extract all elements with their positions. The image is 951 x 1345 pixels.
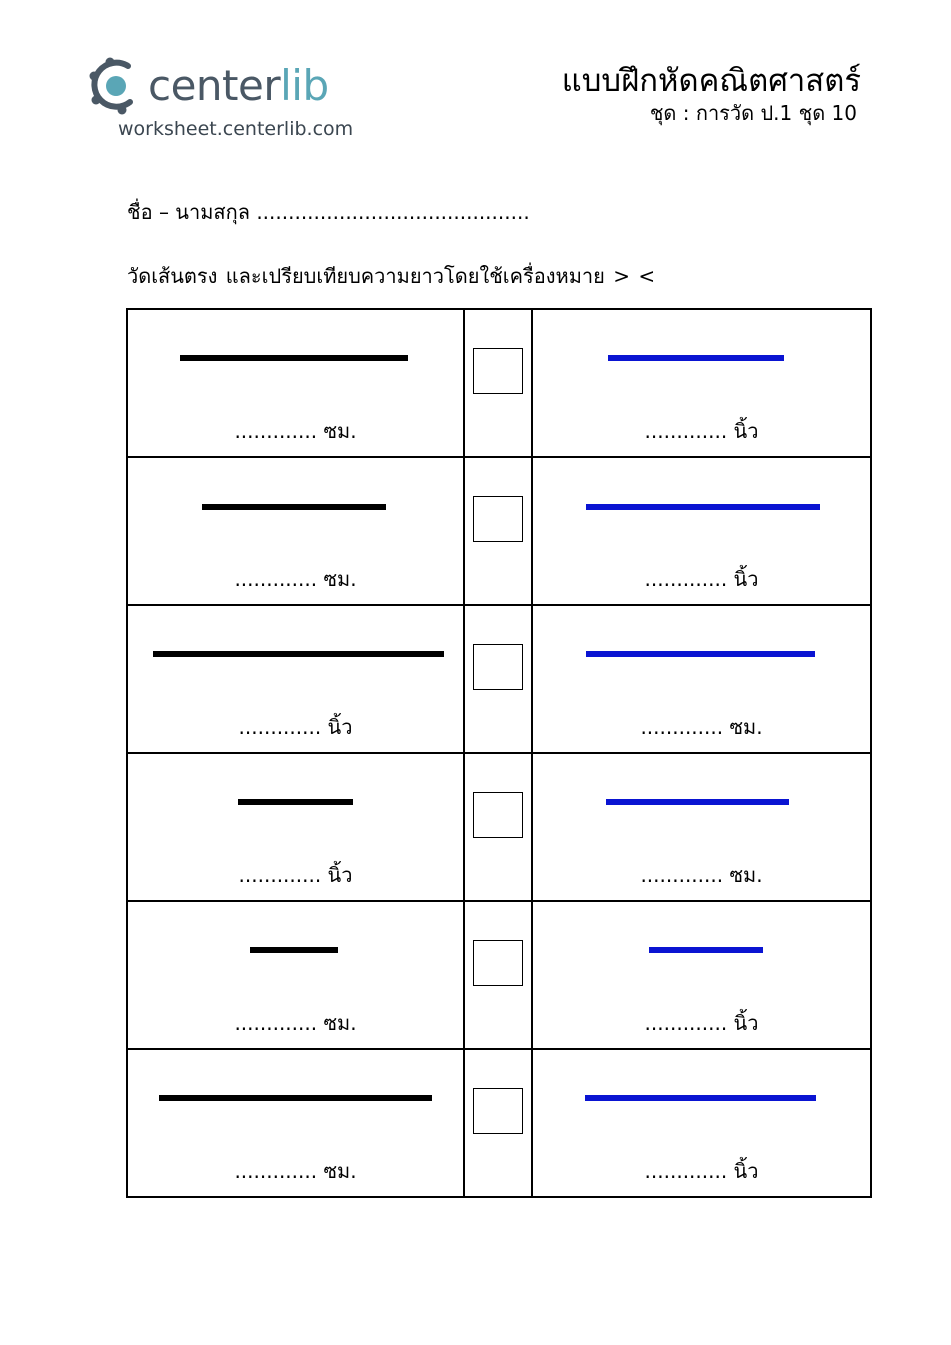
right-line (586, 504, 820, 510)
left-answer-blank[interactable]: ............. ซม. (234, 567, 357, 591)
page-subtitle: ชุด : การวัด ป.1 ชุด 10 (649, 101, 857, 125)
left-line (180, 355, 408, 361)
left-line (159, 1095, 432, 1101)
right-answer-blank[interactable]: ............. ซม. (640, 715, 763, 739)
table-row (127, 753, 871, 901)
logo-wordmark: centerlib (148, 61, 329, 110)
compare-box[interactable] (473, 792, 523, 838)
right-cell (532, 901, 871, 1049)
right-answer-blank[interactable]: ............. นิ้ว (644, 567, 759, 591)
table-row (127, 1049, 871, 1197)
right-cell (532, 309, 871, 457)
left-cell (127, 457, 464, 605)
table-row (127, 901, 871, 1049)
left-cell (127, 309, 464, 457)
student-name-field[interactable]: ชื่อ – นามสกุล ........................................... (127, 200, 530, 224)
right-cell (532, 753, 871, 901)
left-line (250, 947, 338, 953)
right-answer-blank[interactable]: ............. นิ้ว (644, 1159, 759, 1183)
right-line (649, 947, 763, 953)
compare-box[interactable] (473, 348, 523, 394)
left-answer-blank[interactable]: ............. นิ้ว (238, 863, 353, 887)
compare-cell (464, 901, 532, 1049)
table-row (127, 457, 871, 605)
left-line (153, 651, 444, 657)
compare-box[interactable] (473, 940, 523, 986)
left-cell (127, 1049, 464, 1197)
right-line (608, 355, 784, 361)
right-cell (532, 457, 871, 605)
left-cell (127, 753, 464, 901)
table-row (127, 309, 871, 457)
compare-cell (464, 1049, 532, 1197)
compare-box[interactable] (473, 496, 523, 542)
right-line (606, 799, 789, 805)
table-row (127, 605, 871, 753)
right-cell (532, 605, 871, 753)
right-answer-blank[interactable]: ............. นิ้ว (644, 1011, 759, 1035)
centerlib-logo (86, 56, 366, 146)
right-cell (532, 1049, 871, 1197)
left-answer-blank[interactable]: ............. นิ้ว (238, 715, 353, 739)
logo-url: worksheet.centerlib.com (118, 118, 354, 140)
instruction-text: วัดเส้นตรง และเปรียบเทียบความยาวโดยใช้เครื่องหมาย > < (127, 264, 656, 288)
compare-box[interactable] (473, 1088, 523, 1134)
compare-cell (464, 753, 532, 901)
right-line (586, 651, 815, 657)
right-line (585, 1095, 816, 1101)
comparison-table (126, 308, 872, 1198)
left-answer-blank[interactable]: ............. ซม. (234, 1159, 357, 1183)
left-cell (127, 605, 464, 753)
left-line (202, 504, 386, 510)
right-answer-blank[interactable]: ............. ซม. (640, 863, 763, 887)
compare-cell (464, 457, 532, 605)
left-line (238, 799, 353, 805)
right-answer-blank[interactable]: ............. นิ้ว (644, 419, 759, 443)
left-answer-blank[interactable]: ............. ซม. (234, 1011, 357, 1035)
compare-box[interactable] (473, 644, 523, 690)
left-answer-blank[interactable]: ............. ซม. (234, 419, 357, 443)
compare-cell (464, 605, 532, 753)
page-title: แบบฝึกหัดคณิตศาสตร์ (561, 63, 861, 99)
centerlib-logo-icon (86, 56, 146, 116)
left-cell (127, 901, 464, 1049)
compare-cell (464, 309, 532, 457)
